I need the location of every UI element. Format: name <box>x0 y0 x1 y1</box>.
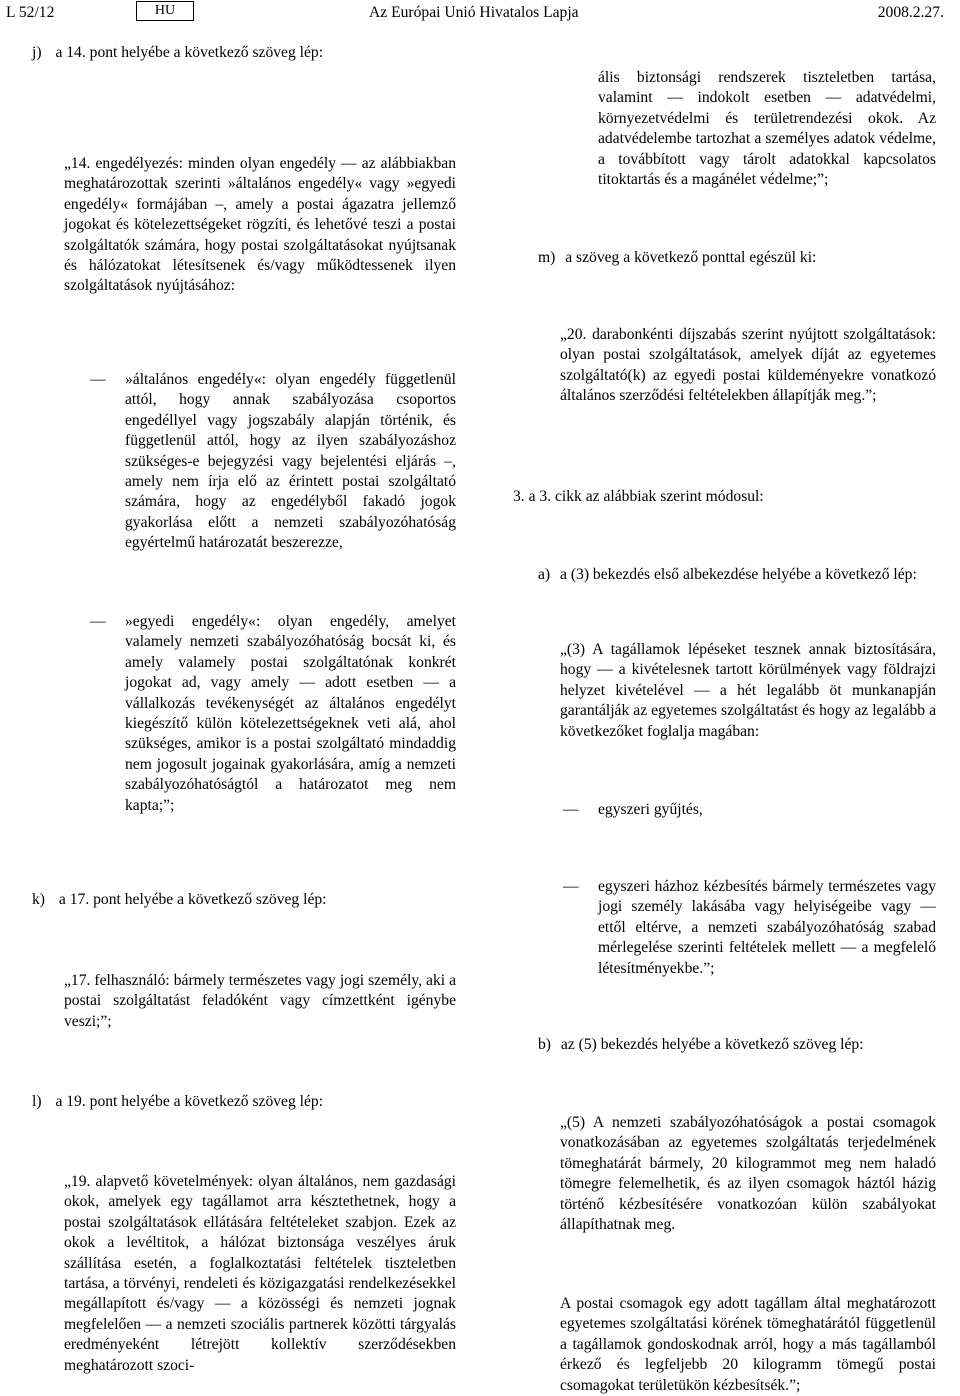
item-label: b) <box>538 1036 551 1053</box>
item-k <box>32 890 452 910</box>
definition-20: „20. darabonkénti díjszabás szerint nyújtott szolgáltatások: olyan postai szolgáltatások, amelyek díját az egyetemes szolgáltató(k) az egyedi postai küldeményekre vonatkozó általános szerződési feltételekben állapítják meg.”; <box>560 326 936 405</box>
page-header <box>0 0 960 30</box>
paragraph-5-second: A postai csomagok egy adott tagállam által meghatározott egyetemes szolgáltatási körének tömeghatárától függetlenül a tagállamok gondoskodnak arról, hogy a más tagállamból érkező és legfeljebb 20 kilogramm tömegű postai csomagokat területükön kézbesítsék.”; <box>560 1295 936 1394</box>
definition-19-continued: ális biztonsági rendszerek tiszteletben tartása, valamint — indokolt esetben — adatvédelmi, környezetvédelmi és területrendezési okok. Az adatvédelembe tartozhat a személyes adatok védelme, a továbbított vagy tárolt adatokkal kapcsolatos titoktartás és a magánélet védelme;”; <box>598 69 936 189</box>
item-label: a) <box>538 566 551 583</box>
item-intro: az (5) bekezdés helyébe a következő szöveg lép: <box>560 1036 864 1053</box>
individual-license-item <box>90 612 456 816</box>
page-number: L 52/12 <box>6 4 55 21</box>
item-label: j) <box>32 44 42 61</box>
individual-license-text: »egyedi engedély«: olyan engedély, amelyet valamely nemzeti szabályozóhatóság bocsát ki, és amely valamely postai szolgáltatónak konkrét jogokat ad, vagy amely — adott esetben — a vállalkozás tevékenységét az általános engedélyt kiegészítő külön kötelezettségeknek veti alá, ahol szükséges, amikor is a postai szolgáltató mindaddig nem jogosult jogainak gyakorlására, amíg a nemzeti szabályozóhatóságtól a határozatot meg nem kapta;”; <box>125 613 456 814</box>
item-m <box>538 248 938 268</box>
item-intro: a 19. pont helyébe a következő szöveg lép: <box>55 1093 324 1110</box>
article-3-intro: 3. a 3. cikk az alábbiak szerint módosul: <box>513 488 764 505</box>
paragraph-5: „(5) A nemzeti szabályozóhatóságok a postai csomagok vonatkozásában az egyetemes szolgáltatás terjedelmének tömeghatárát bármely, 20 kilogrammot meg nem haladó tömegre felemelhetik, és az ilyen csomagok háztól házig történő kézbesítésére vonatkozóan külön szabályokat állapíthatnak meg. <box>560 1114 936 1234</box>
item-b <box>538 1035 958 1055</box>
item-intro: a 17. pont helyébe a következő szöveg lép: <box>58 891 327 908</box>
item-intro: a szöveg a következő ponttal egészül ki: <box>565 249 817 266</box>
journal-title: Az Európai Unió Hivatalos Lapja <box>369 4 579 21</box>
paragraph-3: „(3) A tagállamok lépéseket tesznek annak biztosítására, hogy — a kivételesnek tartott körülmények vagy földrajzi helyzet kivételével — a hét legalább öt munkanapján garantálják az egyetemes szolgáltatást és hogy az legalább a következőket foglalja magában: <box>560 641 936 740</box>
collection-item <box>563 800 936 820</box>
dash-marker: — <box>90 613 106 630</box>
item-label: m) <box>538 249 556 266</box>
collection-text: egyszeri gyűjtés, <box>598 801 703 818</box>
item-intro: a 14. pont helyébe a következő szöveg lép: <box>55 44 324 61</box>
general-license-text: »általános engedély«: olyan engedély függetlenül attól, hogy annak szabályozása csoportos engedéllyel vagy jogszabály alapján történik, és függetlenül attól, hogy az ilyen szabályozáshoz szükséges-e bejegyzési vagy bejelentési eljárás –, amely nem írja elő az érintett postai szolgáltató számára, hogy az engedélyből fakadó jogok gyakorlása előtt a nemzeti szabályozóhatóság egyértelmű határozatát beszerezze, <box>125 371 456 552</box>
publication-date: 2008.2.27. <box>877 4 944 21</box>
delivery-text: egyszeri házhoz kézbesítés bármely természetes vagy jogi személy lakásába vagy helyiségeibe vagy — ettől eltérve, a nemzeti szabályozóhatóság szabad mérlegelése szerinti feltételek mellett — a megfelelő létesítményekbe.”; <box>598 878 936 977</box>
definition-19: „19. alapvető követelmények: olyan általános, nem gazdasági okok, amelyek egy tagállamot arra késztethetnek, hogy a postai szolgáltatások ellátására feltételeket szabjon. Ezek az okok a levéltitok, a hálózat biztonsága veszélyes áruk szállítása esetén, a foglalkoztatási feltételek tiszteletben tartása, a törvényi, rendeleti és közigazgatási rendelkezésekkel megállapított és/vagy — a közösségi és nemzeti jognak megfelelően — a nemzeti szociális partnerek közötti tárgyalás eredményeként létrejött kollektív szerződésekben meghatározott szoci- <box>64 1173 456 1374</box>
item-label: k) <box>32 891 45 908</box>
item-a <box>538 565 958 585</box>
item-l <box>32 1092 452 1112</box>
delivery-item <box>563 877 936 979</box>
dash-marker: — <box>563 801 579 818</box>
general-license-item <box>90 370 456 554</box>
definition-17: „17. felhasználó: bármely természetes vagy jogi személy, aki a postai szolgáltatást feladóként vagy címzettként igénybe veszi;”; <box>64 972 456 1030</box>
item-intro: a (3) bekezdés első albekezdése helyébe a következő lép: <box>560 566 917 583</box>
dash-marker: — <box>90 371 106 388</box>
item-label: l) <box>32 1093 42 1110</box>
definition-14: „14. engedélyezés: minden olyan engedély — az alábbiakban meghatározottak szerinti »általános engedély« vagy »egyedi engedély« formájában –, amely a postai ágazatra jellemző jogokat és kötelezettségeket rögzíti, és lehetővé teszi a postai szolgáltatók számára, hogy postai szolgáltatásokat nyújtsanak és hálózatokat létesítsenek és/vagy működtessenek ilyen szolgáltatások nyújtásához: <box>64 155 456 295</box>
dash-marker: — <box>563 878 579 895</box>
language-badge: HU <box>136 1 194 21</box>
item-j <box>32 43 452 63</box>
